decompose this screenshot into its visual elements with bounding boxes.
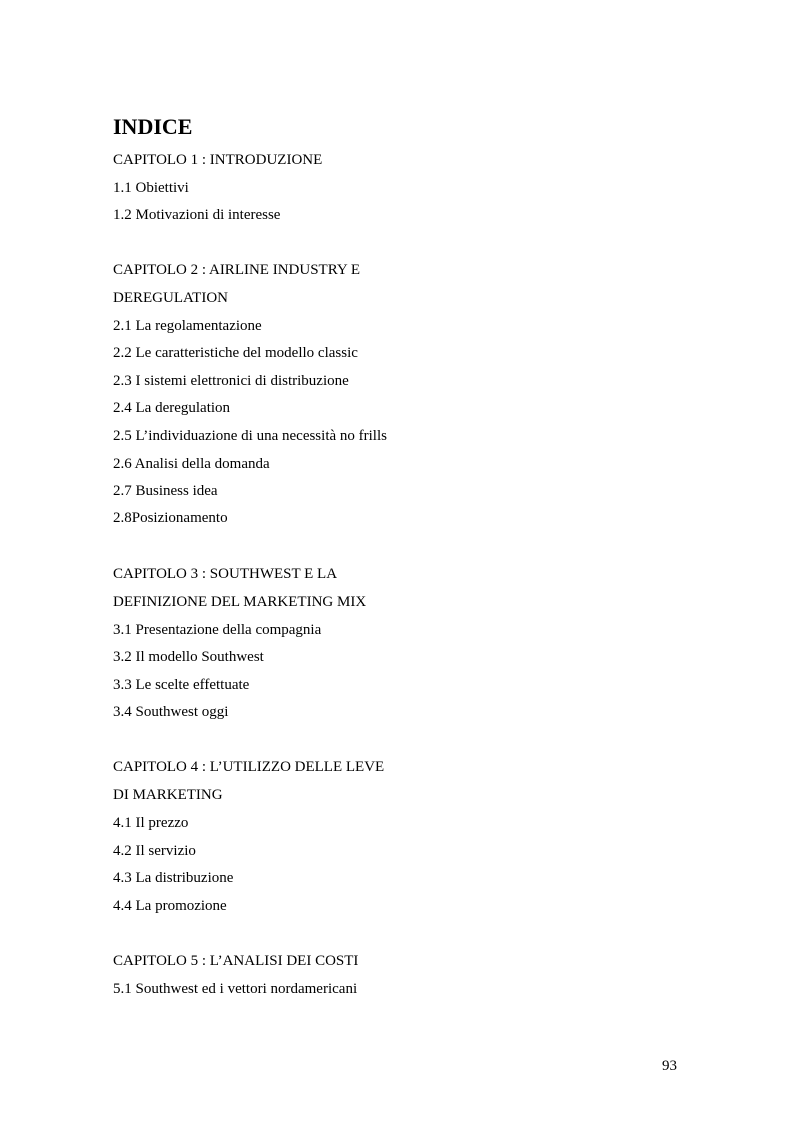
chapter-3-heading-line-2: DEFINIZIONE DEL MARKETING MIX	[113, 594, 367, 610]
toc-entry-3-3: 3.3 Le scelte effettuate	[113, 677, 250, 693]
chapter-4-heading-line-2: DI MARKETING	[113, 787, 223, 803]
chapter-4-heading-line-1: CAPITOLO 4 : L’UTILIZZO DELLE LEVE	[113, 759, 385, 775]
toc-entry-1-2: 1.2 Motivazioni di interesse	[113, 207, 281, 223]
toc-entry-4-4: 4.4 La promozione	[113, 898, 227, 914]
page-title: INDICE	[113, 114, 193, 139]
chapter-2-heading-line-2: DEREGULATION	[113, 290, 228, 306]
toc-entry-2-3: 2.3 I sistemi elettronici di distribuzione	[113, 373, 349, 389]
toc-entry-2-1: 2.1 La regolamentazione	[113, 318, 262, 334]
toc-entry-3-1: 3.1 Presentazione della compagnia	[113, 622, 322, 638]
toc-entry-2-2: 2.2 Le caratteristiche del modello classic	[113, 345, 358, 361]
toc-entry-2-5: 2.5 L’individuazione di una necessità no frills	[113, 428, 387, 444]
toc-entry-5-1: 5.1 Southwest ed i vettori nordamericani	[113, 981, 358, 997]
page-number: 93	[662, 1058, 677, 1074]
chapter-2-heading-line-1: CAPITOLO 2 : AIRLINE INDUSTRY E	[113, 262, 361, 278]
toc-entry-4-3: 4.3 La distribuzione	[113, 870, 234, 886]
toc-entry-3-2: 3.2 Il modello Southwest	[113, 649, 264, 665]
toc-entry-3-4: 3.4 Southwest oggi	[113, 704, 229, 720]
toc-entry-2-6: 2.6 Analisi della domanda	[113, 456, 270, 472]
chapter-1-heading: CAPITOLO 1 : INTRODUZIONE	[113, 152, 323, 168]
toc-entry-2-8: 2.8Posizionamento	[113, 510, 228, 526]
toc-entry-1-1: 1.1 Obiettivi	[113, 180, 189, 196]
toc-entry-4-1: 4.1 Il prezzo	[113, 815, 189, 831]
chapter-3-heading-line-1: CAPITOLO 3 : SOUTHWEST E LA	[113, 566, 338, 582]
toc-entry-2-4: 2.4 La deregulation	[113, 400, 231, 416]
chapter-5-heading: CAPITOLO 5 : L’ANALISI DEI COSTI	[113, 953, 359, 969]
toc-entry-2-7: 2.7 Business idea	[113, 483, 218, 499]
toc-entry-4-2: 4.2 Il servizio	[113, 843, 196, 859]
